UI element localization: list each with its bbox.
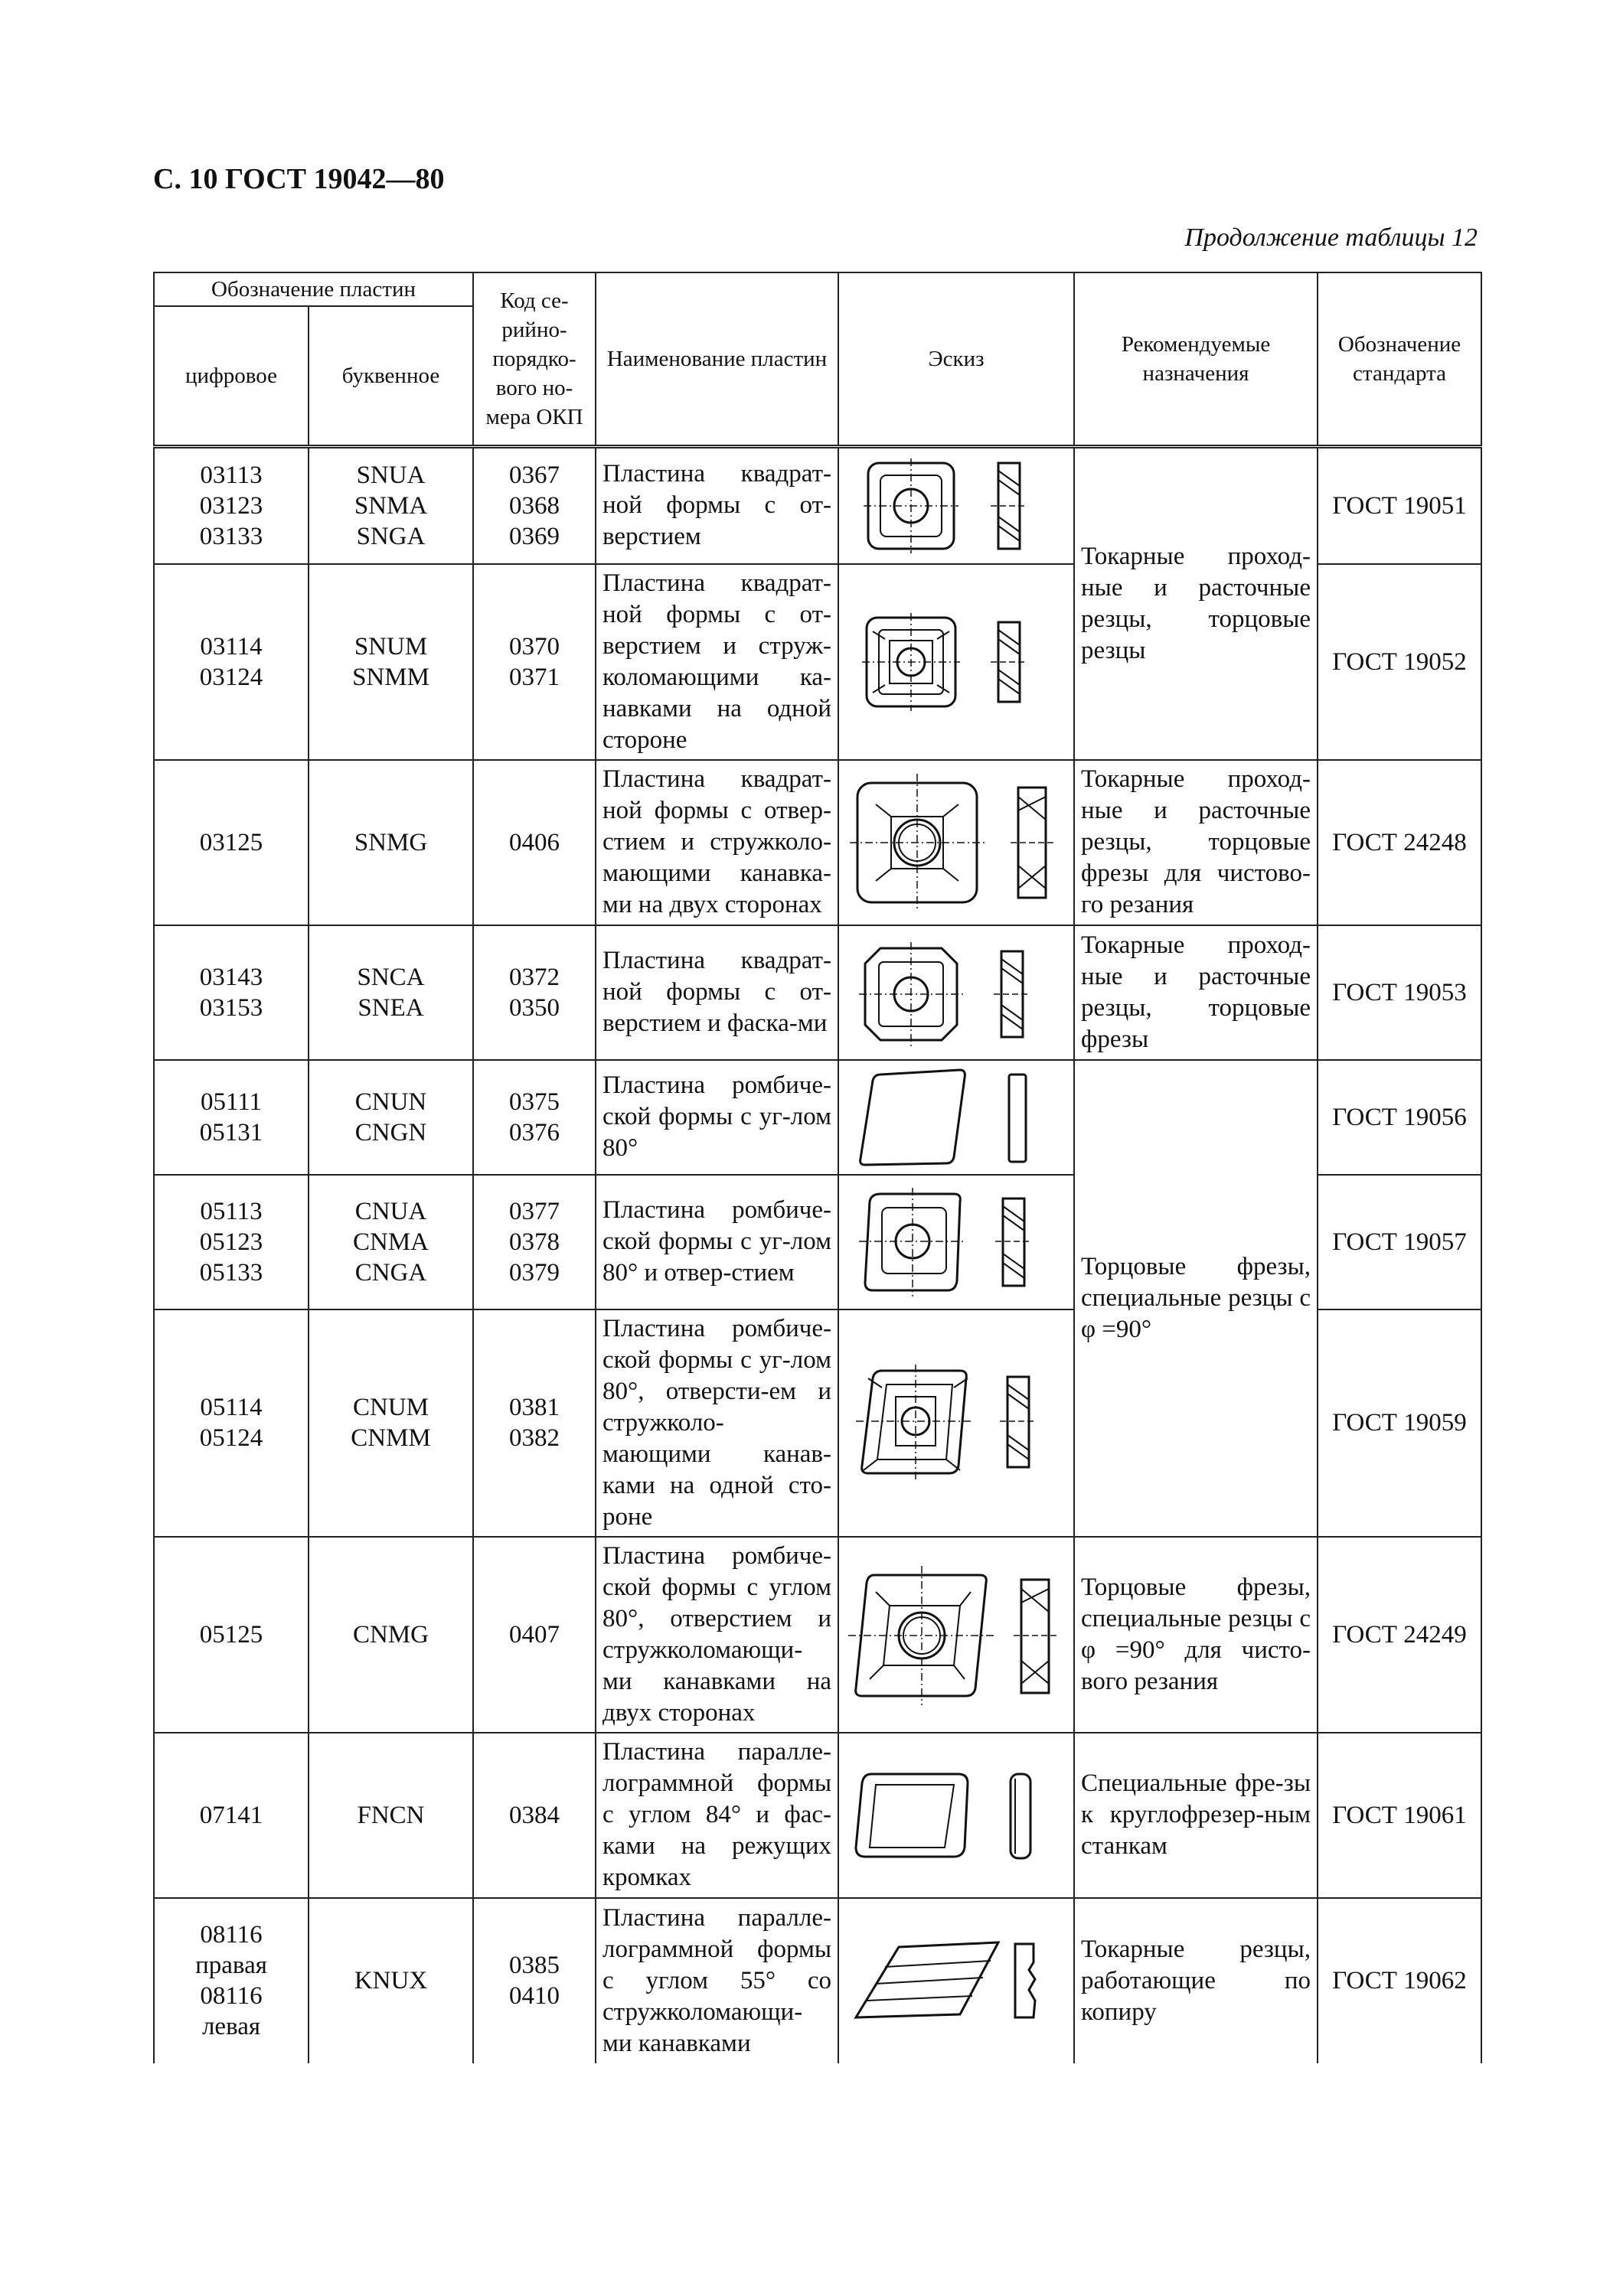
standard-code: ГОСТ 19056	[1318, 1060, 1481, 1175]
purpose-text: Специальные фре-зы к круглофрезер-ным станкам	[1074, 1733, 1318, 1898]
standard-code: ГОСТ 19059	[1318, 1309, 1481, 1537]
purpose-text: Торцовые фрезы, специальные резцы с φ =90° для чисто-вого резания	[1074, 1537, 1318, 1733]
parallelogram-84-sketch-icon	[845, 1762, 1067, 1869]
digital-codes: 07141	[154, 1733, 309, 1898]
rhombic-80-sketch-icon	[845, 1064, 1067, 1171]
sketch-cell	[838, 760, 1074, 925]
purpose-text: Токарные проход-ные и расточные резцы, торцовые фрезы	[1074, 925, 1318, 1060]
okp-codes: 0370 0371	[473, 564, 596, 760]
col-digital: цифровое	[154, 306, 309, 447]
square-hole-sketch-icon	[845, 452, 1067, 559]
okp-codes: 0372 0350	[473, 925, 596, 1060]
insert-name: Пластина квадрат-ной формы с от-верстием	[596, 447, 838, 564]
insert-name: Пластина ромбиче-ской формы с уг-лом 80°, отверсти-ем и стружколо-мающими канав-ками на одной сто-роне	[596, 1309, 838, 1537]
okp-codes: 0384	[473, 1733, 596, 1898]
digital-codes: 05114 05124	[154, 1309, 309, 1537]
insert-name: Пластина квадрат-ной формы с от-верстием и струж-коломающими ка-навками на одной стороне	[596, 564, 838, 760]
okp-codes: 0381 0382	[473, 1309, 596, 1537]
table-row	[154, 1733, 1481, 1898]
insert-name: Пластина паралле-лограммной формы с углом 84° и фас-ками на режущих кромках	[596, 1733, 838, 1898]
sketch-cell	[838, 1733, 1074, 1898]
standard-code: ГОСТ 19053	[1318, 925, 1481, 1060]
sketch-cell	[838, 1060, 1074, 1175]
digital-codes: 03114 03124	[154, 564, 309, 760]
purpose-text: Токарные резцы, работающие по копиру	[1074, 1898, 1318, 2063]
table-caption: Продолжение таблицы 12	[1184, 223, 1478, 252]
standard-code: ГОСТ 19062	[1318, 1898, 1481, 2063]
sketch-cell	[838, 925, 1074, 1060]
letter-codes: SNCA SNEA	[309, 925, 473, 1060]
standard-code: ГОСТ 19052	[1318, 564, 1481, 760]
standard-code: ГОСТ 19057	[1318, 1175, 1481, 1309]
square-chamfers-sketch-icon	[845, 931, 1067, 1054]
col-name: Наименование пластин	[596, 272, 838, 447]
insert-name: Пластина квадрат-ной формы с отвер-стием и стружколо-мающими канавка-ми на двух сторонах	[596, 760, 838, 925]
okp-codes: 0406	[473, 760, 596, 925]
sketch-cell	[838, 564, 1074, 760]
table-row	[154, 1060, 1481, 1175]
purpose-text: Токарные проход-ные и расточные резцы, торцовые фрезы для чистово-го резания	[1074, 760, 1318, 925]
table-row	[154, 1537, 1481, 1733]
insert-name: Пластина ромбиче-ской формы с уг-лом 80°	[596, 1060, 838, 1175]
sketch-cell	[838, 447, 1074, 564]
letter-codes: SNUA SNMA SNGA	[309, 447, 473, 564]
sketch-cell	[838, 1898, 1074, 2063]
sketch-cell	[838, 1537, 1074, 1733]
letter-codes: CNUA CNMA CNGA	[309, 1175, 473, 1309]
digital-codes: 05111 05131	[154, 1060, 309, 1175]
digital-codes: 03125	[154, 760, 309, 925]
table-row	[154, 1898, 1481, 2063]
inserts-table	[153, 272, 1482, 2063]
rhombic-hole-sketch-icon	[845, 1185, 1067, 1300]
col-standard: Обозначение стандарта	[1318, 272, 1481, 447]
square-grooves-one-side-sketch-icon	[845, 608, 1067, 716]
digital-codes: 05125	[154, 1537, 309, 1733]
digital-codes: 03113 03123 03133	[154, 447, 309, 564]
rhombic-grooves-two-sides-sketch-icon	[845, 1558, 1067, 1711]
page-header: С. 10 ГОСТ 19042—80	[153, 163, 445, 195]
square-grooves-two-sides-sketch-icon	[845, 766, 1067, 919]
letter-codes: CNUM CNMM	[309, 1309, 473, 1537]
table-row	[154, 925, 1481, 1060]
insert-name: Пластина паралле-лограммной формы с углом 55° со стружколомающи-ми канавками	[596, 1898, 838, 2063]
okp-codes: 0377 0378 0379	[473, 1175, 596, 1309]
sketch-cell	[838, 1175, 1074, 1309]
standard-code: ГОСТ 24249	[1318, 1537, 1481, 1733]
col-okp-code: Код се-рийно-порядко-вого но-мера ОКП	[473, 272, 596, 447]
standard-code: ГОСТ 19051	[1318, 447, 1481, 564]
purpose-merged-1: Токарные проход-ные и расточные резцы, торцовые резцы	[1074, 447, 1318, 760]
insert-name: Пластина ромбиче-ской формы с уг-лом 80° и отвер-стием	[596, 1175, 838, 1309]
okp-codes: 0375 0376	[473, 1060, 596, 1175]
okp-codes: 0385 0410	[473, 1898, 596, 2063]
col-letter: буквенное	[309, 306, 473, 447]
insert-name: Пластина квадрат-ной формы с от-верстием и фаска-ми	[596, 925, 838, 1060]
col-designation-group: Обозначение пластин	[154, 272, 473, 306]
letter-codes: CNMG	[309, 1537, 473, 1733]
col-sketch: Эскиз	[838, 272, 1074, 447]
rhombic-grooves-one-side-sketch-icon	[845, 1362, 1067, 1484]
letter-codes: SNMG	[309, 760, 473, 925]
digital-codes: 05113 05123 05133	[154, 1175, 309, 1309]
okp-codes: 0407	[473, 1537, 596, 1733]
table-row	[154, 760, 1481, 925]
table-row	[154, 447, 1481, 564]
letter-codes: CNUN CNGN	[309, 1060, 473, 1175]
okp-codes: 0367 0368 0369	[473, 447, 596, 564]
letter-codes: KNUX	[309, 1898, 473, 2063]
insert-name: Пластина ромбиче-ской формы с углом 80°, отверстием и стружколомающи-ми канавками на двух сторонах	[596, 1537, 838, 1733]
sketch-cell	[838, 1309, 1074, 1537]
col-purpose: Рекомендуемые назначения	[1074, 272, 1318, 447]
digital-codes: 03143 03153	[154, 925, 309, 1060]
purpose-merged-2: Торцовые фрезы, специальные резцы с φ =90°	[1074, 1060, 1318, 1537]
standard-code: ГОСТ 19061	[1318, 1733, 1481, 1898]
parallelogram-55-sketch-icon	[845, 1935, 1067, 2027]
letter-codes: FNCN	[309, 1733, 473, 1898]
standard-code: ГОСТ 24248	[1318, 760, 1481, 925]
letter-codes: SNUM SNMM	[309, 564, 473, 760]
digital-codes: 08116 правая 08116 левая	[154, 1898, 309, 2063]
